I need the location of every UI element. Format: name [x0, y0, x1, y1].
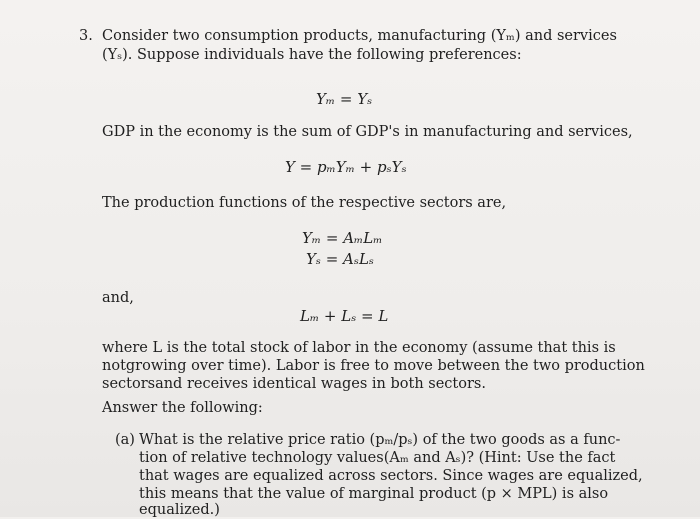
intro-line-1: Consider two consumption products, manufacturing (Yₘ) and services — [102, 28, 617, 44]
part-a-line-2: tion of relative technology values(Aₘ and Aₛ)? (Hint: Use the fact — [139, 450, 616, 466]
and-text: and, — [102, 290, 134, 306]
where-line-2: notgrowing over time). Labor is free to move between the two production — [102, 358, 645, 374]
part-a-line-4: this means that the value of marginal product (p × MPL) is also — [139, 486, 609, 502]
part-a-line-1: What is the relative price ratio (pₘ/pₛ) of the two goods as a func- — [139, 432, 621, 448]
production-text: The production functions of the respective sectors are, — [102, 195, 507, 211]
where-line-1: where L is the total stock of labor in the economy (assume that this is — [102, 340, 616, 356]
question-number: 3. — [79, 28, 93, 44]
intro-line-2: (Yₛ). Suppose individuals have the following preferences: — [102, 47, 522, 63]
labor-equation: Lₘ + Lₛ = L — [300, 307, 389, 325]
where-line-3: sectorsand receives identical wages in both sectors. — [102, 376, 486, 392]
gdp-equation: Y = pₘYₘ + pₛYₛ — [285, 158, 407, 176]
answer-heading: Answer the following: — [102, 400, 263, 416]
part-a-line-5: equalized.) — [139, 502, 220, 518]
production-equation-services: Yₛ = AₛLₛ — [306, 250, 374, 268]
production-equation-manufacturing: Yₘ = AₘLₘ — [302, 229, 383, 247]
part-a-line-3: that wages are equalized across sectors. Since wages are equalized, — [139, 468, 643, 484]
gdp-text: GDP in the economy is the sum of GDP's in manufacturing and services, — [102, 124, 633, 140]
preferences-equation: Yₘ = Yₛ — [316, 90, 373, 108]
part-a-label: (a) — [115, 432, 135, 448]
